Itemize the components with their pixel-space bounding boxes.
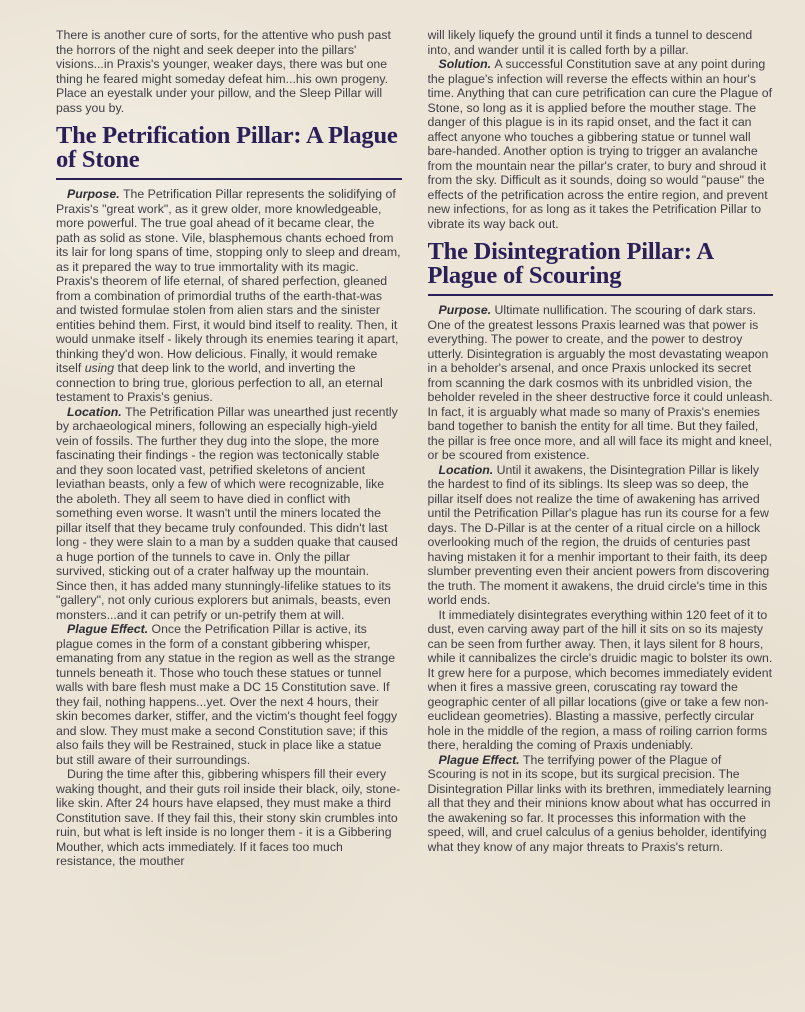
paragraph-text: Until it awakens, the Disintegration Pillar is likely the hardest to find of its siblings. Its sleep was so deep, the pillar itself does not realize the time of awakening has arrived until the Petrification Pillar's plague has run its course for a few days. The D-Pillar is at the center of a ritual circle on a hillock overlooking much of the region, the druids of centuries past having mistaken it for a menhir important to their faith, its deep slumber preventing even their ancient powers from discovering the truth. The moment it awakens, the druid circle's time in this world ends. bbox=[427, 462, 770, 607]
paragraph-lead-label: Location. bbox=[67, 404, 126, 419]
paragraph-lead-label: Purpose. bbox=[67, 187, 124, 201]
paragraph-text: The Petrification Pillar represents the solidifying of Praxis's "great work", as it grew older, more knowledgeable, more powerful. The true goal ahead of it became clear, the path as solid as stone. Vile, blasphemous chants echoed from its lair for long spans of time, stopping only to sleep and dream, as it prepared the way to true immortality with its magic. Praxis's theorem of life eternal, of shared perfection, gleaned from a combination of primordial truths of the earth-that-was and twisted formulae stolen from alien stars and the sinister entities behind them. First, it would bind itself to reality. Then, it would unmake itself - likely through its enemies tearing it apart, thinking they'd won. How delicious. Finally, it would remake itself bbox=[56, 187, 401, 375]
paragraph-text: Ultimate nullification. The scouring of dark stars. One of the greatest lessons Praxis learned was that power is everything. The power to create, and the power to destroy utterly. Disintegration is arguably the most devastating weapon in a beholder's arsenal, and once Praxis unlocked its secret from scanning the dark cosmos with its unbridled vision, the beholder reveled in the sheer destructive force it could unleash. In fact, it is arguably what made so many of Praxis's enemies band together to banish the entity for all time. But they failed, the pillar is free once more, and all will face its might and kneel, or be scoured from existence. bbox=[427, 303, 773, 462]
paragraph bbox=[428, 463, 774, 608]
italic-text: using bbox=[84, 361, 115, 375]
paragraph bbox=[428, 608, 774, 753]
paragraph bbox=[56, 767, 402, 869]
paragraph bbox=[56, 405, 402, 623]
section-heading: The Disintegration Pillar: A Plague of Scouring bbox=[427, 238, 713, 289]
heading-rule bbox=[428, 294, 774, 296]
paragraph-lead-label: Plague Effect. bbox=[67, 622, 152, 636]
two-column-layout bbox=[56, 28, 773, 992]
paragraph bbox=[56, 187, 402, 405]
paragraph bbox=[56, 622, 402, 767]
paragraph-text: There is another cure of sorts, for the attentive who push past the horrors of the night and seek deeper into the pillars' visions...in Praxis's younger, weaker days, there was but one thing he feared might someday defeat him...his own progeny. Place an eyestalk under your pillow, and the Sleep Pillar will pass you by. bbox=[56, 28, 391, 115]
paragraph-text: that deep link to the world, and inverting the connection to bring true, glorious perfection to all, an eternal testament to Praxis's genius. bbox=[56, 361, 383, 404]
paragraph-text: Once the Petrification Pillar is active, its plague comes in the form of a constant gibbering whisper, emanating from any statue in the region as well as the strange tunnels beneath it. Those who touch these statues or tunnel walls with bare flesh must make a DC 15 Constitution save. If they fail, nothing happens...yet. Over the next 4 hours, their skin becomes darker, stiffer, and the victim's thought feel foggy and slow. They must make a second Constitution save; if this also fails they will be Restrained, stuck in place like a statue but still aware of their surroundings. bbox=[56, 622, 398, 767]
paragraph bbox=[428, 753, 774, 855]
paragraph bbox=[56, 28, 402, 115]
paragraph bbox=[428, 28, 774, 57]
paragraph-lead-label: Solution. bbox=[438, 57, 495, 71]
paragraph-text: During the time after this, gibbering whispers fill their every waking thought, and their guts roil inside their black, oily, stone-like skin. After 24 hours have elapsed, they must make a third Constitution save. If they fail this, their stony skin crumbles into ruin, but what is left inside is no longer them - it is a Gibbering Mouther, which acts immediately. If it faces too much resistance, the mouther bbox=[56, 767, 401, 868]
paragraph-lead-label: Plague Effect. bbox=[438, 752, 524, 767]
paragraph-text: It immediately disintegrates everything within 120 feet of it to dust, even carving away part of the hill it sits on so its majesty can be seen from further away. Then, it lays silent for 8 hours, while it cannibalizes the circle's druidic magic to bolster its own. It grew here for a purpose, which becomes immediately evident when it fires a massive green, coruscating ray toward the geographic center of all pillar locations (give or take a few non-euclidean geometries). Blasting a massive, perfectly circular hole in the middle of the region, a mass of roiling carrion forms there, heralding the coming of Praxis undeniably. bbox=[427, 607, 773, 752]
right-column bbox=[428, 28, 774, 992]
paragraph bbox=[428, 57, 774, 231]
paragraph-text: A successful Constitution save at any point during the plague's infection will reverse the effects within an hour's time. Anything that can cure petrification can cure the Plague of Stone, so long as it is applied before the mouther stage. The danger of this plague is in its rapid onset, and the fact it can affect anyone who touches a gibbering statue or tunnel wall bare-handed. Another option is trying to trigger an avalanche from the mountain near the pillar's crater, to bury and shroud it from the sky. Difficult as it sounds, doing so would "pause" the effects of the petrification across the entire region, and prevent new infections, for as long as it takes the Petrification Pillar to vibrate its way back out. bbox=[427, 57, 773, 231]
heading-rule bbox=[56, 178, 402, 180]
paragraph-text: The terrifying power of the Plague of Scouring is not in its scope, but its surgical precision. The Disintegration Pillar links with its brethren, immediately learning all that they and their minions know about what has occurred in the awakening so far. It processes this information with the speed, will, and cruel calculus of a genius beholder, identifying what they know of any major threats to Praxis's return. bbox=[427, 752, 772, 854]
paragraph-text: will likely liquefy the ground until it finds a tunnel to descend into, and wander until it is called forth by a pillar. bbox=[427, 28, 753, 57]
section-heading: The Petrification Pillar: A Plague of Stone bbox=[56, 122, 398, 173]
paragraph bbox=[428, 303, 774, 463]
paragraph-text: The Petrification Pillar was unearthed just recently by archaeological miners, following an especially high-yield vein of fossils. The further they dug into the slope, the more fascinating their findings - the region was tectonically stable and they soon located vast, petrified skeletons of ancient leviathan beasts, only a few of which were recognizable, like the aboleth. They all seem to have died in conflict with something even worse. It wasn't until the miners located the pillar itself that they became truly confounded. This didn't last long - they were slain to a man by a sudden quake that caused a huge portion of the tunnels to cave in. Only the pillar survived, sticking out of a crater halfway up the mountain. Since then, it has added many stunningly-lifelike statues to its "gallery", not only curious explorers but animals, beasts, even monsters...and it can petrify or un-petrify them at will. bbox=[56, 404, 398, 622]
paragraph-lead-label: Location. bbox=[438, 462, 497, 477]
paragraph-lead-label: Purpose. bbox=[438, 303, 495, 317]
left-column bbox=[56, 28, 402, 992]
